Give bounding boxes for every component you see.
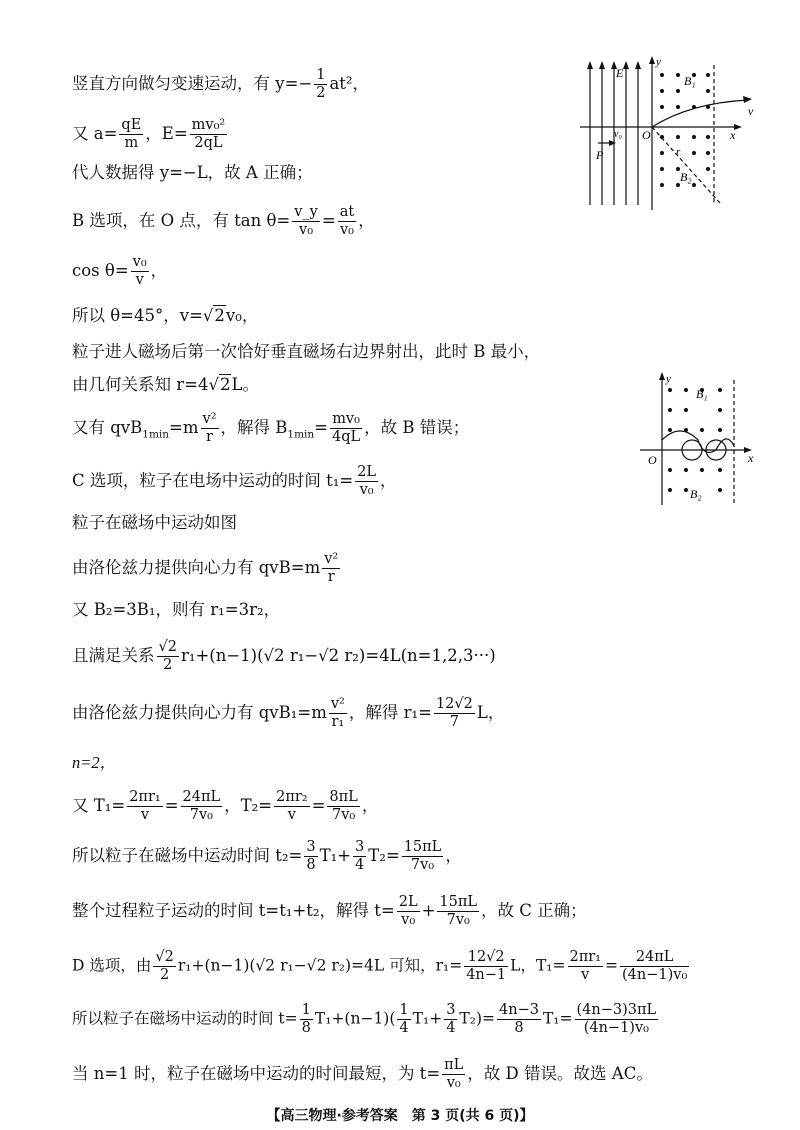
text: L。: [231, 375, 259, 394]
text: ，E=: [145, 124, 188, 144]
line-16: [72, 755, 116, 772]
num: v²: [201, 412, 219, 429]
num: πL: [442, 1058, 465, 1075]
text: ，: [380, 471, 397, 491]
den: (4n−1)v₀: [622, 967, 688, 984]
text: ，解得 r₁=: [348, 703, 432, 723]
den: v₀: [299, 222, 314, 239]
den: v₀: [401, 912, 416, 929]
text: 代人数据得 y=−L，故 A 正确；: [72, 163, 313, 182]
num: √2: [157, 640, 179, 657]
frac: [314, 68, 327, 101]
text: T₂=: [368, 846, 400, 866]
den: v₀: [339, 222, 354, 239]
frac: [131, 255, 149, 288]
text: r₁+(n−1)(√2 r₁−√2 r₂)=4L(n=1,2,3···): [180, 646, 496, 666]
frac: [568, 950, 604, 983]
num: 15πL: [402, 840, 444, 857]
text: T₁+: [412, 1009, 443, 1028]
den: v₀: [359, 482, 374, 499]
text: =: [321, 211, 336, 231]
label-p: P: [596, 148, 604, 162]
den: 4qL: [332, 429, 361, 446]
text: 由洛伦兹力提供向心力有 qvB₁=m: [72, 703, 327, 723]
frac: [181, 790, 223, 823]
text: cos θ=: [72, 261, 129, 281]
line-3: [72, 165, 313, 182]
text: ，: [361, 796, 379, 816]
den: 2qL: [194, 135, 223, 152]
text: T₁+: [319, 846, 352, 866]
num: (4n−3)3πL: [575, 1003, 659, 1020]
text: =: [311, 796, 326, 816]
line-13: [72, 602, 280, 619]
num: v₀: [131, 255, 149, 272]
num: 1: [300, 1003, 313, 1020]
den: m: [124, 135, 139, 152]
text: 所以粒子在磁场中运动的时间 t=: [72, 1009, 298, 1028]
line-18: [72, 840, 462, 873]
text: 所以粒子在磁场中运动时间 t₂=: [72, 846, 303, 866]
num: 2πr₁: [568, 950, 604, 967]
text: 且满足关系: [72, 646, 155, 666]
den: v: [287, 807, 296, 824]
label-b1: B₁: [696, 387, 708, 401]
label-y: y: [656, 56, 661, 68]
line-20: [72, 950, 691, 983]
frac: [327, 790, 359, 823]
sqrt: √2: [208, 375, 231, 394]
text: B 选项，在 O 点，有 tan θ=: [72, 211, 291, 231]
text: n=2，: [72, 753, 117, 772]
line-9: [72, 412, 469, 445]
num: 4n−3: [497, 1003, 541, 1020]
page-footer: 【高三物理·参考答案 第 3 页(共 6 页)】: [266, 1108, 534, 1124]
label-o: O: [642, 128, 651, 142]
den: 4: [399, 1020, 409, 1037]
frac: [304, 840, 317, 873]
frac: [397, 1003, 410, 1036]
line-1: [72, 68, 369, 101]
den: 8: [514, 1020, 524, 1037]
label-v: v: [748, 104, 754, 118]
frac: [620, 950, 689, 983]
text: =: [164, 796, 179, 816]
line-6: [72, 308, 258, 325]
figure-magnetic-path: [640, 370, 760, 510]
frac: [330, 412, 362, 445]
frac: [397, 895, 420, 928]
num: v_y: [292, 205, 320, 222]
line-11: [72, 515, 237, 532]
frac: [322, 552, 340, 585]
num: 12√2: [434, 697, 475, 714]
line-8: [72, 377, 259, 394]
text: 竖直方向做匀变速运动，有 y=−: [72, 74, 313, 94]
num: mv₀: [330, 412, 362, 429]
line-10: [72, 465, 397, 498]
den: 7: [449, 714, 460, 731]
line-5: [72, 255, 167, 288]
num: √2: [153, 950, 175, 967]
den: r₁: [331, 714, 345, 731]
frac: [575, 1003, 659, 1036]
num: at: [338, 205, 356, 222]
num: 8πL: [327, 790, 359, 807]
line-19: [72, 895, 587, 928]
num: qE: [119, 118, 143, 135]
frac: [119, 118, 143, 151]
label-b2: B₂: [690, 487, 702, 501]
frac: [201, 412, 219, 445]
frac: [402, 840, 444, 873]
text: =: [605, 956, 618, 975]
frac: [292, 205, 320, 238]
num: 1: [397, 1003, 410, 1020]
den: v: [581, 967, 590, 984]
num: 15πL: [437, 895, 479, 912]
num: 2L: [397, 895, 420, 912]
den: r: [327, 569, 335, 586]
frac: [464, 950, 508, 983]
line-2: [72, 118, 229, 151]
num: 12√2: [464, 950, 508, 967]
text: r₁+(n−1)(√2 r₁−√2 r₂)=4L 可知，r₁=: [177, 956, 463, 975]
text: v₀，: [225, 306, 259, 325]
num: 3: [304, 840, 317, 857]
frac: [497, 1003, 541, 1036]
den: v₀: [446, 1075, 461, 1092]
text: D 选项，由: [72, 956, 152, 975]
frac: [434, 697, 475, 730]
text: T₁=: [542, 1009, 573, 1028]
den: 2: [159, 967, 170, 984]
label-o: O: [648, 453, 657, 467]
frac: [190, 118, 228, 151]
frac: [442, 1058, 465, 1091]
line-14: [72, 640, 496, 673]
text: =m: [169, 418, 199, 438]
line-21: [72, 1003, 660, 1036]
line-7: [72, 344, 540, 361]
text: 粒子在磁场中运动如图: [72, 513, 237, 532]
text: 整个过程粒子运动的时间 t=t₁+t₂，解得 t=: [72, 901, 395, 921]
subscript: 1min: [142, 428, 170, 441]
frac: [300, 1003, 313, 1036]
text: =: [314, 418, 328, 438]
text: 由几何关系知 r=4: [72, 375, 209, 394]
den: (4n−1)v₀: [583, 1020, 649, 1037]
label-x: x: [730, 128, 736, 142]
num: 3: [444, 1003, 457, 1020]
text: 又 a=: [72, 124, 118, 144]
label-x: x: [748, 451, 754, 465]
label-r: r: [676, 146, 681, 158]
radicand: 2: [219, 375, 231, 394]
text: T₁+(n−1)(: [314, 1009, 396, 1028]
num: v²: [329, 697, 347, 714]
frac: [274, 790, 310, 823]
frac: [329, 697, 347, 730]
text: 又 B₂=3B₁，则有 r₁=3r₂，: [72, 600, 281, 619]
num: 24πL: [620, 950, 689, 967]
text: L，T₁=: [510, 956, 566, 975]
den: 4: [446, 1020, 456, 1037]
frac: [338, 205, 356, 238]
text: ，解得 B: [220, 418, 288, 438]
num: 2πr₁: [127, 790, 163, 807]
text: 由洛伦兹力提供向心力有 qvB=m: [72, 558, 321, 578]
frac: [127, 790, 163, 823]
label-b1: B₁: [684, 74, 696, 88]
den: 7v₀: [332, 807, 356, 824]
den: 4: [355, 857, 365, 874]
text: 又有 qvB: [72, 418, 143, 438]
num: 2L: [355, 465, 378, 482]
den: 2: [316, 85, 326, 102]
line-12: [72, 552, 342, 585]
line-17: [72, 790, 378, 823]
frac: [353, 840, 366, 873]
den: 7v₀: [410, 857, 435, 874]
num: v²: [322, 552, 340, 569]
subscript: 1min: [287, 428, 315, 441]
label-b2: B₂: [680, 170, 692, 184]
den: r: [206, 429, 213, 446]
figure-field-diagram: [580, 55, 760, 215]
sqrt: √2: [202, 306, 225, 325]
den: 7v₀: [189, 807, 213, 824]
frac: [444, 1003, 457, 1036]
line-15: [72, 697, 504, 730]
frac: [355, 465, 378, 498]
frac: [437, 895, 479, 928]
den: v: [140, 807, 150, 824]
den: 8: [306, 857, 316, 874]
label-y: y: [666, 373, 671, 385]
text: ，: [150, 261, 168, 281]
label-e: E: [616, 66, 624, 80]
line-4: [72, 205, 375, 238]
text: 粒子进人磁场后第一次恰好垂直磁场右边界射出，此时 B 最小，: [72, 342, 541, 361]
den: 2: [163, 657, 173, 674]
text: T₂)=: [459, 1009, 496, 1028]
text: ，: [358, 211, 375, 231]
text: ，故 B 错误；: [364, 418, 470, 438]
text: 又 T₁=: [72, 796, 126, 816]
frac: [153, 950, 175, 983]
num: 1: [314, 68, 327, 85]
line-22: [72, 1058, 653, 1091]
radicand: 2: [214, 306, 225, 325]
text: ，T₂=: [224, 796, 273, 816]
den: 8: [301, 1020, 311, 1037]
label-v0: v₀: [614, 129, 622, 140]
num: 24πL: [181, 790, 223, 807]
text: at²，: [329, 74, 370, 94]
text: +: [421, 901, 436, 921]
text: ，故 D 错误。故选 AC。: [467, 1064, 653, 1084]
text: C 选项，粒子在电场中运动的时间 t₁=: [72, 471, 354, 491]
frac: [157, 640, 179, 673]
den: 4n−1: [466, 967, 507, 984]
text: 所以 θ=45°，v=: [72, 306, 203, 325]
text: ，: [445, 846, 462, 866]
den: v: [135, 272, 144, 289]
num: 3: [353, 840, 366, 857]
den: 7v₀: [446, 912, 470, 929]
text: ，故 C 正确；: [481, 901, 587, 921]
num: mv₀²: [190, 118, 228, 135]
text: 当 n=1 时，粒子在磁场中运动的时间最短，为 t=: [72, 1064, 441, 1084]
text: L，: [476, 703, 505, 723]
num: 2πr₂: [274, 790, 310, 807]
